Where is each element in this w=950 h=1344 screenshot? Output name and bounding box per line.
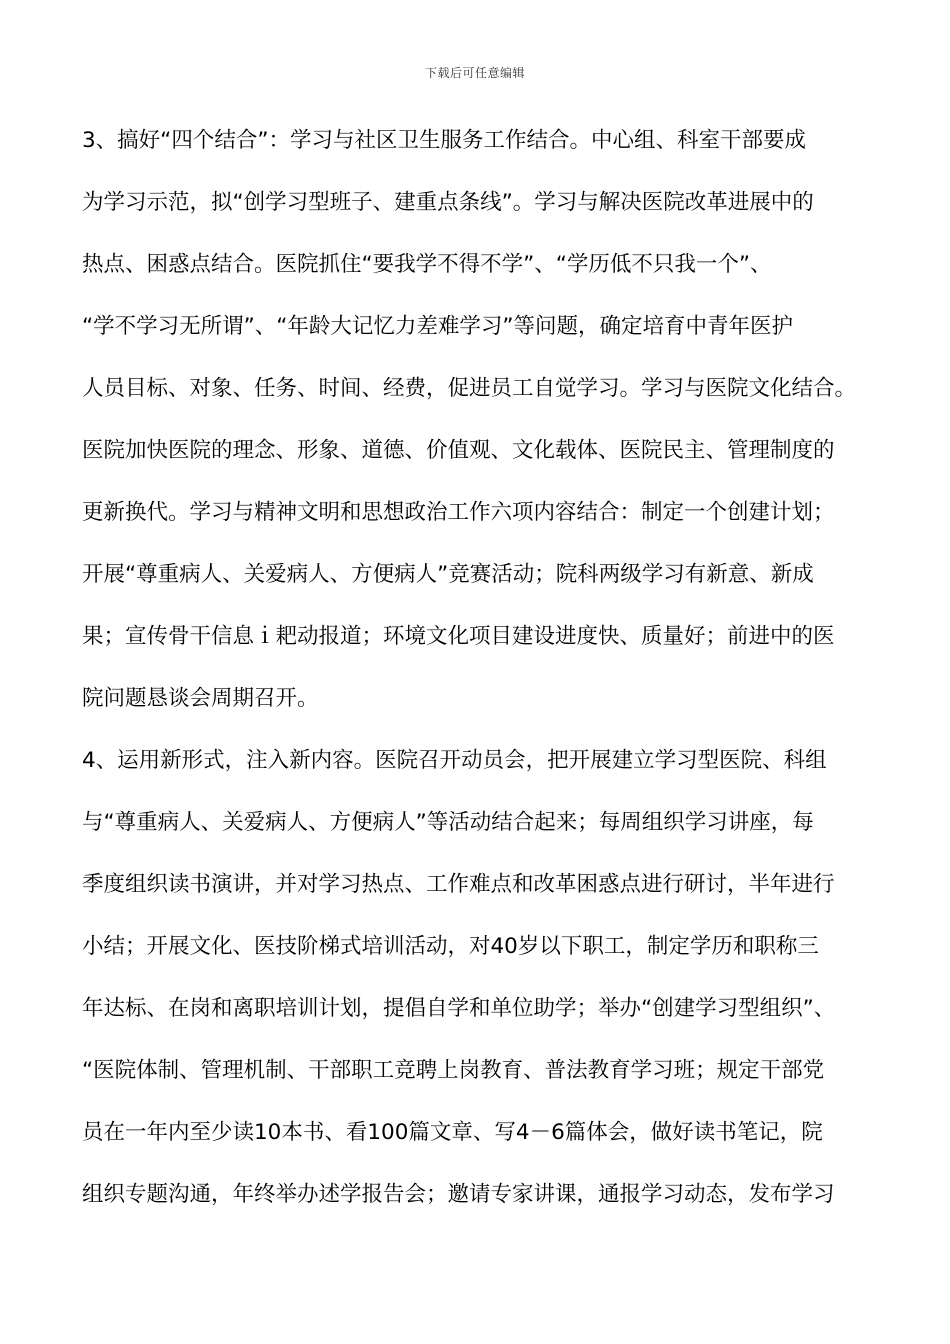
text-line: 更新换代。学习与精神文明和思想政治工作六项内容结合：制定一个创建计划； xyxy=(82,500,835,525)
text-line: 与“尊重病人、关爱病人、方便病人”等活动结合起来；每周组织学习讲座，每 xyxy=(82,810,814,835)
text-line: 医院加快医院的理念、形象、道德、价值观、文化载体、医院民主、管理制度的 xyxy=(82,438,835,463)
text-line: 年达标、在岗和离职培训计划，提倡自学和单位助学；举办“创建学习型组织”、 xyxy=(82,996,836,1021)
text-line: 员在一年内至少读10本书、看100篇文章、写4－6篇体会，做好读书笔记，院 xyxy=(82,1120,823,1145)
page-header: 下载后可任意编辑 xyxy=(424,66,525,80)
text-line: 为学习示范，拟“创学习型班子、建重点条线”。学习与解决医院改革进展中的 xyxy=(82,190,814,215)
text-line: 热点、困惑点结合。医院抓住“要我学不得不学”、“学历低不只我一个”、 xyxy=(82,252,772,277)
text-line: 人员目标、对象、任务、时间、经费，促进员工自觉学习。学习与医院文化结合。 xyxy=(82,376,857,401)
text-line: 开展“尊重病人、关爱病人、方便病人”竞赛活动；院科两级学习有新意、新成 xyxy=(82,562,814,587)
text-line: 季度组织读书演讲，并对学习热点、工作难点和改革困惑点进行研讨，半年进行 xyxy=(82,872,835,897)
text-line: 组织专题沟通，年终举办述学报告会；邀请专家讲课，通报学习动态，发布学习 xyxy=(82,1182,835,1207)
text-line: 院问题恳谈会周期召开。 xyxy=(82,686,319,711)
text-line: 小结；开展文化、医技阶梯式培训活动，对40岁以下职工，制定学历和职称三 xyxy=(82,934,819,959)
text-line: “医院体制、管理机制、干部职工竞聘上岗教育、普法教育学习班；规定干部党 xyxy=(82,1058,825,1083)
text-line: 3、搞好“四个结合”：学习与社区卫生服务工作结合。中心组、科室干部要成 xyxy=(82,128,806,153)
text-line: 果；宣传骨干信息ｉ耙动报道；环境文化项目建设进度快、质量好；前进中的医 xyxy=(82,624,835,649)
document-body xyxy=(82,110,882,1226)
text-line: 4、运用新形式，注入新内容。医院召开动员会，把开展建立学习型医院、科组 xyxy=(82,748,827,773)
text-line: “学不学习无所谓”、“年龄大记忆力差难学习”等问题，确定培育中青年医护 xyxy=(82,314,794,339)
